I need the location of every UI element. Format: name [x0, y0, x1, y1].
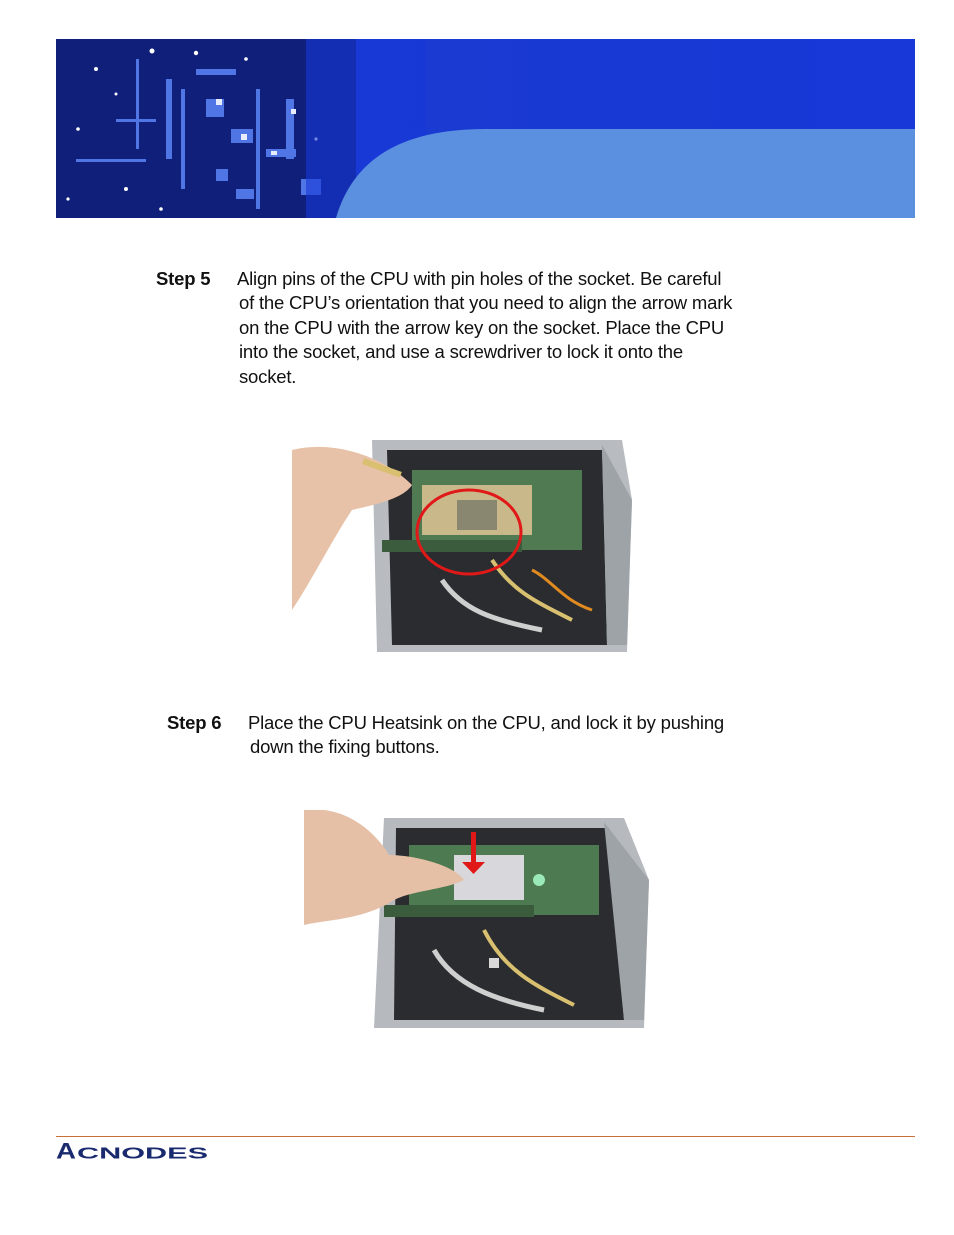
- step-text-line: Place the CPU Heatsink on the CPU, and lock it by pushing: [248, 712, 725, 733]
- svg-text:A: A: [56, 1141, 77, 1161]
- step-text-line: into the socket, and use a screwdriver to lock it onto the: [239, 341, 683, 363]
- step-description: [248, 711, 798, 760]
- step-text-line: on the CPU with the arrow key on the socket. Place the CPU: [239, 316, 725, 338]
- step-description: [237, 267, 807, 389]
- step-label: Step 6: [167, 712, 222, 733]
- step-6: [167, 711, 807, 763]
- header-banner: [56, 39, 915, 218]
- step-text-line: Align pins of the CPU with pin holes of the socket. Be careful: [237, 268, 722, 289]
- heatsink-installation-photo: [304, 810, 654, 1032]
- step-text-line: socket.: [239, 365, 297, 387]
- acnodes-logo: [56, 1141, 216, 1161]
- footer-divider: [56, 1136, 915, 1137]
- cpu-installation-photo: [292, 430, 637, 652]
- circuit-board-banner-graphic: [56, 39, 915, 218]
- step-text-line: down the fixing buttons.: [250, 736, 440, 758]
- step-label: Step 5: [156, 268, 211, 289]
- step-text-line: of the CPU’s orientation that you need to align the arrow mark: [239, 292, 733, 314]
- logo-wordmark: CNODES: [77, 1145, 209, 1161]
- step-5: [156, 267, 816, 392]
